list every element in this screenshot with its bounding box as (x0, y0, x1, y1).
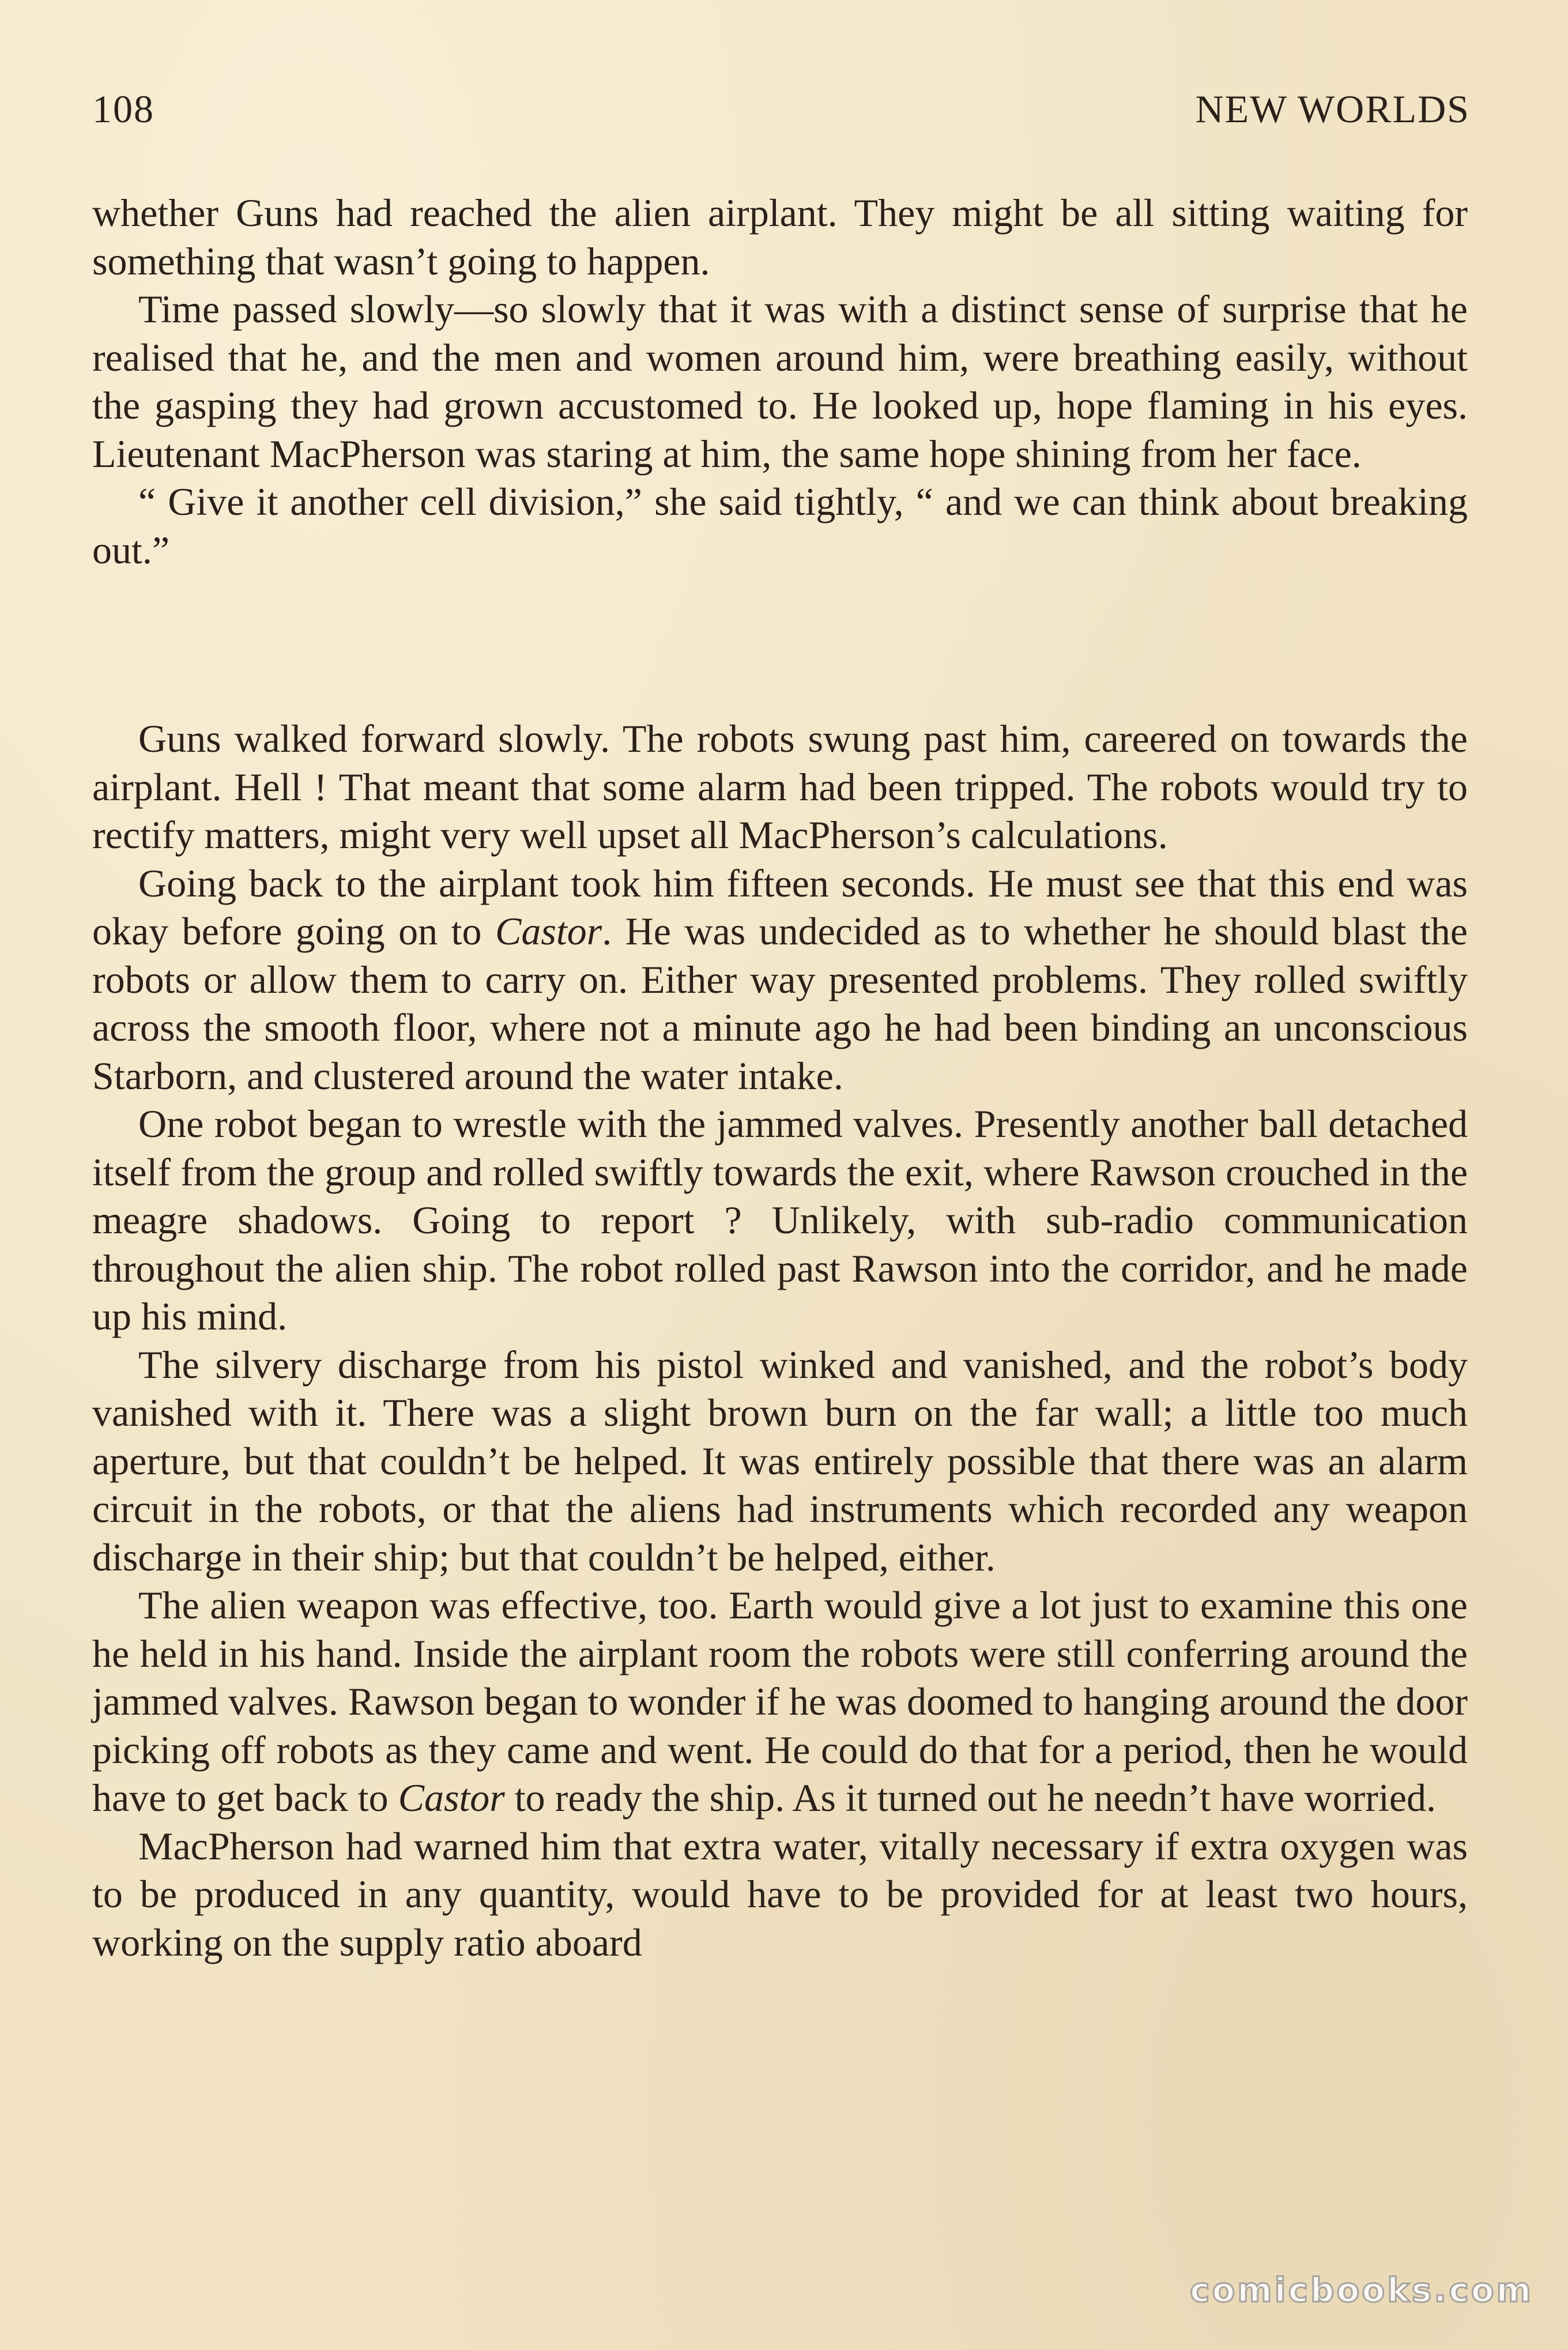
text-section-2 (92, 715, 1468, 1967)
ship-name: Castor (495, 909, 602, 953)
paragraph: whether Guns had reached the alien airplant. They might be all sitting waiting for something that wasn’t going to happen. (92, 191, 1468, 283)
paragraph: Guns walked forward slowly. The robots swung past him, careered on towards the airplant. Hell ! That meant that some alarm had been tripped. The robots would try to rectify matters, might very well upset all MacPherson’s calculations. (92, 717, 1468, 857)
paragraph (92, 860, 1468, 1101)
text-section-1 (92, 189, 1468, 574)
running-title: NEW WORLDS (1195, 87, 1470, 131)
paragraph: Time passed slowly—so slowly that it was with a distinct sense of surprise that he realised that he, and the men and women around him, were breathing easily, without the gasping they had grown accustomed to. He looked up, hope flaming in his eyes. Lieutenant MacPherson was staring at him, the same hope shining from her face. (92, 287, 1468, 476)
paragraph-text: to ready the ship. As it turned out he needn’t have worried. (504, 1776, 1437, 1820)
ship-name: Castor (398, 1776, 505, 1820)
watermark: comicbooks.com (1190, 2270, 1533, 2310)
paragraph-text: . He was undecided as to whether he should blast the robots or allow them to carry on. Either way presented problems. They rolled swiftly across the smooth floor, where not a minute ago he had been binding an unconscious Starborn, and clustered around the water intake. (92, 909, 1468, 1098)
paragraph (92, 1581, 1468, 1822)
paragraph-text: The alien weapon was effective, too. Earth would give a lot just to examine this one he held in his hand. Inside the airplant room the robots were still conferring around the jammed valves. Rawson began to wonder if he was doomed to hanging around the door picking off robots as they came and went. He could do that for a period, then he would have to get back to (92, 1583, 1468, 1820)
page-number: 108 (92, 87, 154, 131)
paragraph: MacPherson had warned him that extra water, vitally necessary if extra oxygen was to be produced in any quantity, would have to be provided for at least two hours, working on the supply ratio aboard (92, 1824, 1468, 1964)
paragraph: “ Give it another cell division,” she said tightly, “ and we can think about breaking out.” (92, 480, 1468, 572)
paragraph: The silvery discharge from his pistol winked and vanished, and the robot’s body vanished with it. There was a slight brown burn on the far wall; a little too much aperture, but that couldn’t be helped. It was entirely possible that there was an alarm circuit in the robots, or that the aliens had instruments which recorded any weapon discharge in their ship; but that couldn’t be helped, either. (92, 1342, 1468, 1579)
paragraph: One robot began to wrestle with the jammed valves. Presently another ball detached itself from the group and rolled swiftly towards the exit, where Rawson crouched in the meagre shadows. Going to report ? Unlikely, with sub-radio communication throughout the alien ship. The robot rolled past Rawson into the corridor, and he made up his mind. (92, 1102, 1468, 1338)
page-header (92, 86, 1470, 150)
paragraph-text: Going back to the airplant took him fifteen seconds. He must see that this end was okay before going on to (92, 861, 1468, 953)
